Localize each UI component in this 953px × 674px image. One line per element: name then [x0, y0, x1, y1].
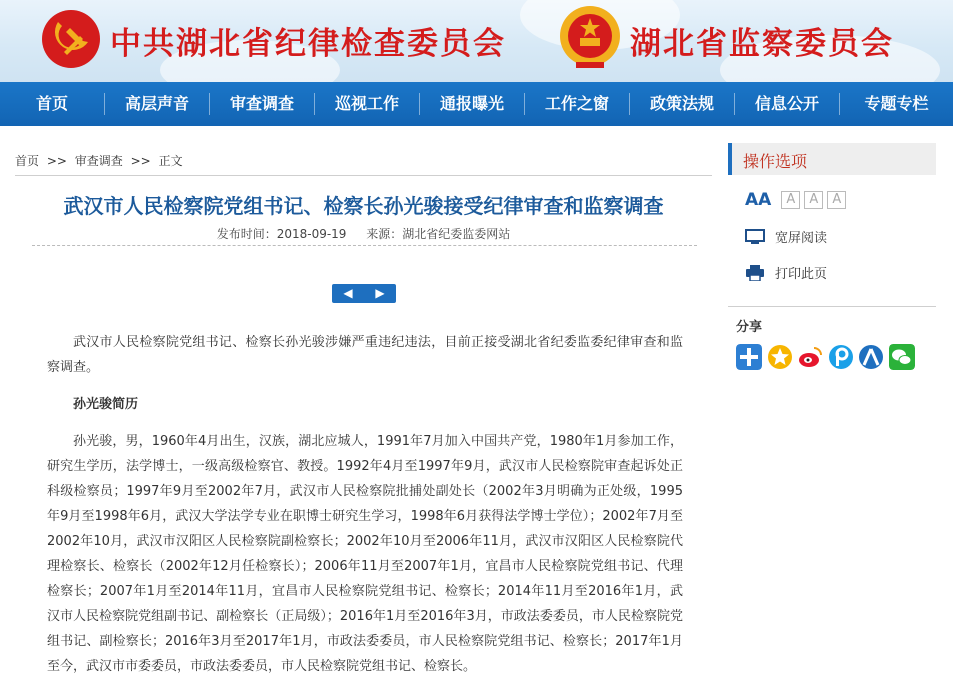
- wide-read-label: 宽屏阅读: [775, 231, 828, 246]
- star-share-icon[interactable]: [767, 344, 793, 370]
- nav-item-investigation[interactable]: 审查调查: [229, 94, 294, 113]
- heading-accent-bar: [728, 143, 732, 175]
- article-pager: [332, 284, 396, 303]
- printer-icon: [745, 265, 765, 281]
- breadcrumb: [15, 152, 187, 169]
- article-source: 来源：湖北省纪委监委网站: [366, 227, 511, 241]
- font-size-large-button[interactable]: A: [781, 191, 800, 209]
- breadcrumb-separator: >>: [130, 154, 151, 168]
- nav-item-leaders-voice[interactable]: 高层声音: [124, 94, 189, 113]
- nav-item-special-topics[interactable]: 专题专栏: [864, 94, 929, 113]
- header-title-right: 湖北省监察委员会: [630, 26, 894, 62]
- breadcrumb-home[interactable]: 首页: [15, 154, 40, 168]
- nav-item-exposure[interactable]: 通报曝光: [439, 94, 504, 113]
- article-paragraph: 孙光骏，男，1960年4月出生，汉族，湖北应城人，1991年7月加入中国共产党，1980年1月参加工作，研究生学历，法学博士，一级高级检察官、教授。1992年4月至1997年9月，武汉市人民检察院审查起诉处正科级检察员；1997年9月至2002年7月，武汉市人民检察院批捕处副处长（2002年3月明确为正处级，1995年9月至1998年6月，武汉大学法学专业在职博士研究生学习，1998年6月获得法学博士学位）；2002年7月至2002年10月，武汉市汉阳区人民检察院副检察长；2002年10月至2006年11月，武汉市汉阳区人民检察院代理检察长、检察长（2002年12月任检察长）；2006年11月至2007年1月，宜昌市人民检察院党组书记、代理检察长；2007年1月至2014年11月，宜昌市人民检察院党组书记、检察长；2014年11月至2016年1月，武汉市人民检察院党组副书记、副检察长（正局级）；2016年1月至2016年3月，市政法委委员，市人民检察院党组书记、副检察长；2016年3月至2017年1月，市政法委委员，市人民检察院党组书记、检察长；2017年1月至今，武汉市市委委员，市政法委委员，市人民检察院党组书记、检察长。: [47, 434, 683, 674]
- nav-item-work-window[interactable]: 工作之窗: [544, 94, 609, 113]
- article-subheading: 孙光骏简历: [73, 397, 139, 412]
- share-label: 分享: [736, 320, 763, 335]
- breadcrumb-divider: [15, 175, 712, 176]
- p-share-icon[interactable]: [828, 344, 854, 370]
- nav-item-policy[interactable]: 政策法规: [649, 94, 714, 113]
- breadcrumb-section[interactable]: 审查调查: [74, 154, 123, 168]
- header-banner: [0, 0, 953, 82]
- nav-item-home[interactable]: 首页: [35, 94, 68, 113]
- prev-arrow-icon[interactable]: ◀: [343, 286, 353, 300]
- main-nav: [0, 82, 953, 126]
- options-heading: 操作选项: [743, 152, 808, 171]
- breadcrumb-separator: >>: [46, 154, 67, 168]
- article-paragraph: 武汉市人民检察院党组书记、检察长孙光骏涉嫌严重违纪违法，目前正接受湖北省纪委监委纪律审查和监察调查。: [47, 335, 683, 375]
- font-size-controls: [745, 190, 850, 210]
- header-title-left: 中共湖北省纪律检查委员会: [110, 26, 506, 62]
- nav-item-info-disclosure[interactable]: 信息公开: [754, 94, 819, 113]
- font-size-small-button[interactable]: A: [827, 191, 846, 209]
- party-emblem-icon: [40, 8, 102, 70]
- article-title: 武汉市人民检察院党组书记、检察长孙光骏接受纪律审查和监察调查: [63, 194, 664, 218]
- meta-divider: [32, 245, 697, 246]
- article-content: [47, 330, 683, 674]
- font-size-icon: AA: [745, 190, 772, 210]
- renren-icon[interactable]: [858, 344, 884, 370]
- breadcrumb-current: 正文: [158, 154, 183, 168]
- plus-share-icon[interactable]: [736, 344, 762, 370]
- national-emblem-icon: [558, 4, 622, 74]
- monitor-icon: [745, 229, 765, 245]
- weibo-icon[interactable]: [797, 344, 823, 370]
- nav-item-inspection[interactable]: 巡视工作: [334, 94, 399, 113]
- sidebar-divider: [728, 306, 936, 307]
- next-arrow-icon[interactable]: ▶: [375, 286, 385, 300]
- share-icons: [736, 344, 919, 370]
- publish-date: 发布时间：2018-09-19: [216, 227, 347, 241]
- print-label: 打印此页: [775, 267, 828, 282]
- font-size-medium-button[interactable]: A: [804, 191, 823, 209]
- article-meta: [15, 225, 712, 242]
- options-heading-box: [728, 143, 936, 175]
- wechat-icon[interactable]: [889, 344, 915, 370]
- print-option[interactable]: [745, 263, 827, 282]
- wide-read-option[interactable]: [745, 227, 827, 246]
